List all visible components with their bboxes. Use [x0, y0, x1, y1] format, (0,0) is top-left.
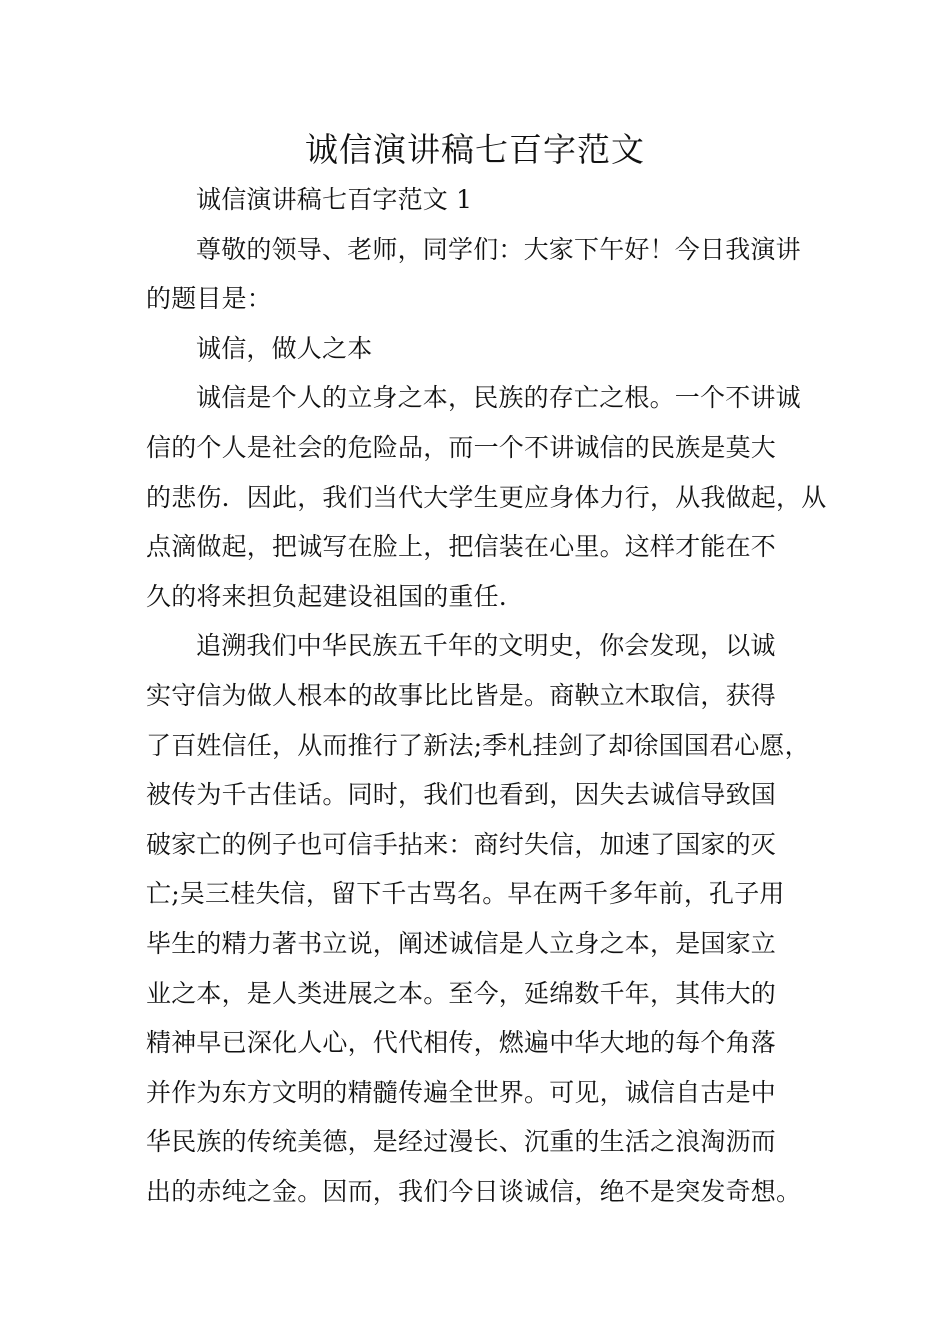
paragraph [146, 373, 827, 621]
paragraph-line: 点滴做起，把诚写在脸上，把信装在心里。这样才能在不 [146, 532, 777, 562]
paragraph-line: 亡;吴三桂失信，留下千古骂名。早在两千多年前，孔子用 [146, 879, 785, 909]
paragraph-line: 久的将来担负起建设祖国的重任. [146, 581, 507, 611]
paragraph-line: 毕生的精力著书立说，阐述诚信是人立身之本，是国家立 [146, 928, 777, 958]
document-title: 诚信演讲稿七百字范文 [305, 130, 645, 169]
paragraph [146, 621, 810, 1216]
paragraph-line: 业之本，是人类进展之本。至今，延绵数千年，其伟大的 [146, 978, 777, 1008]
paragraph-line: 诚信，做人之本 [196, 333, 373, 363]
paragraph-line: 被传为千古佳话。同时，我们也看到，因失去诚信导致国 [146, 780, 777, 810]
paragraph-line: 诚信是个人的立身之本，民族的存亡之根。一个不讲诚 [196, 383, 801, 413]
paragraph-line: 的悲伤．因此，我们当代大学生更应身体力行，从我做起，从 [146, 482, 827, 512]
paragraph-line: 信的个人是社会的危险品，而一个不讲诚信的民族是莫大 [146, 432, 777, 462]
paragraph-line: 并作为东方文明的精髓传遍全世界。可见，诚信自古是中 [146, 1077, 777, 1107]
document-body [146, 175, 827, 1216]
paragraph-line: 精神早已深化人心，代代相传，燃遍中华大地的每个角落 [146, 1028, 777, 1058]
paragraph-line: 出的赤纯之金。因而，我们今日谈诚信，绝不是突发奇想。 [146, 1176, 802, 1206]
paragraph-line: 实守信为做人根本的故事比比皆是。商鞅立木取信，获得 [146, 680, 777, 710]
paragraph [146, 225, 810, 324]
paragraph [146, 175, 810, 225]
paragraph-line: 尊敬的领导、老师，同学们：大家下午好！今日我演讲 [196, 234, 801, 264]
paragraph-line: 华民族的传统美德，是经过漫长、沉重的生活之浪淘沥而 [146, 1127, 777, 1157]
paragraph-line: 的题目是： [146, 284, 273, 314]
paragraph-line: 诚信演讲稿七百字范文 1 [196, 185, 473, 214]
paragraph-line: 了百姓信任，从而推行了新法;季札挂剑了却徐国国君心愿， [146, 730, 810, 760]
paragraph-line: 破家亡的例子也可信手拈来：商纣失信，加速了国家的灭 [146, 829, 777, 859]
paragraph-line: 追溯我们中华民族五千年的文明史，你会发现，以诚 [196, 631, 776, 661]
paragraph [146, 324, 810, 374]
